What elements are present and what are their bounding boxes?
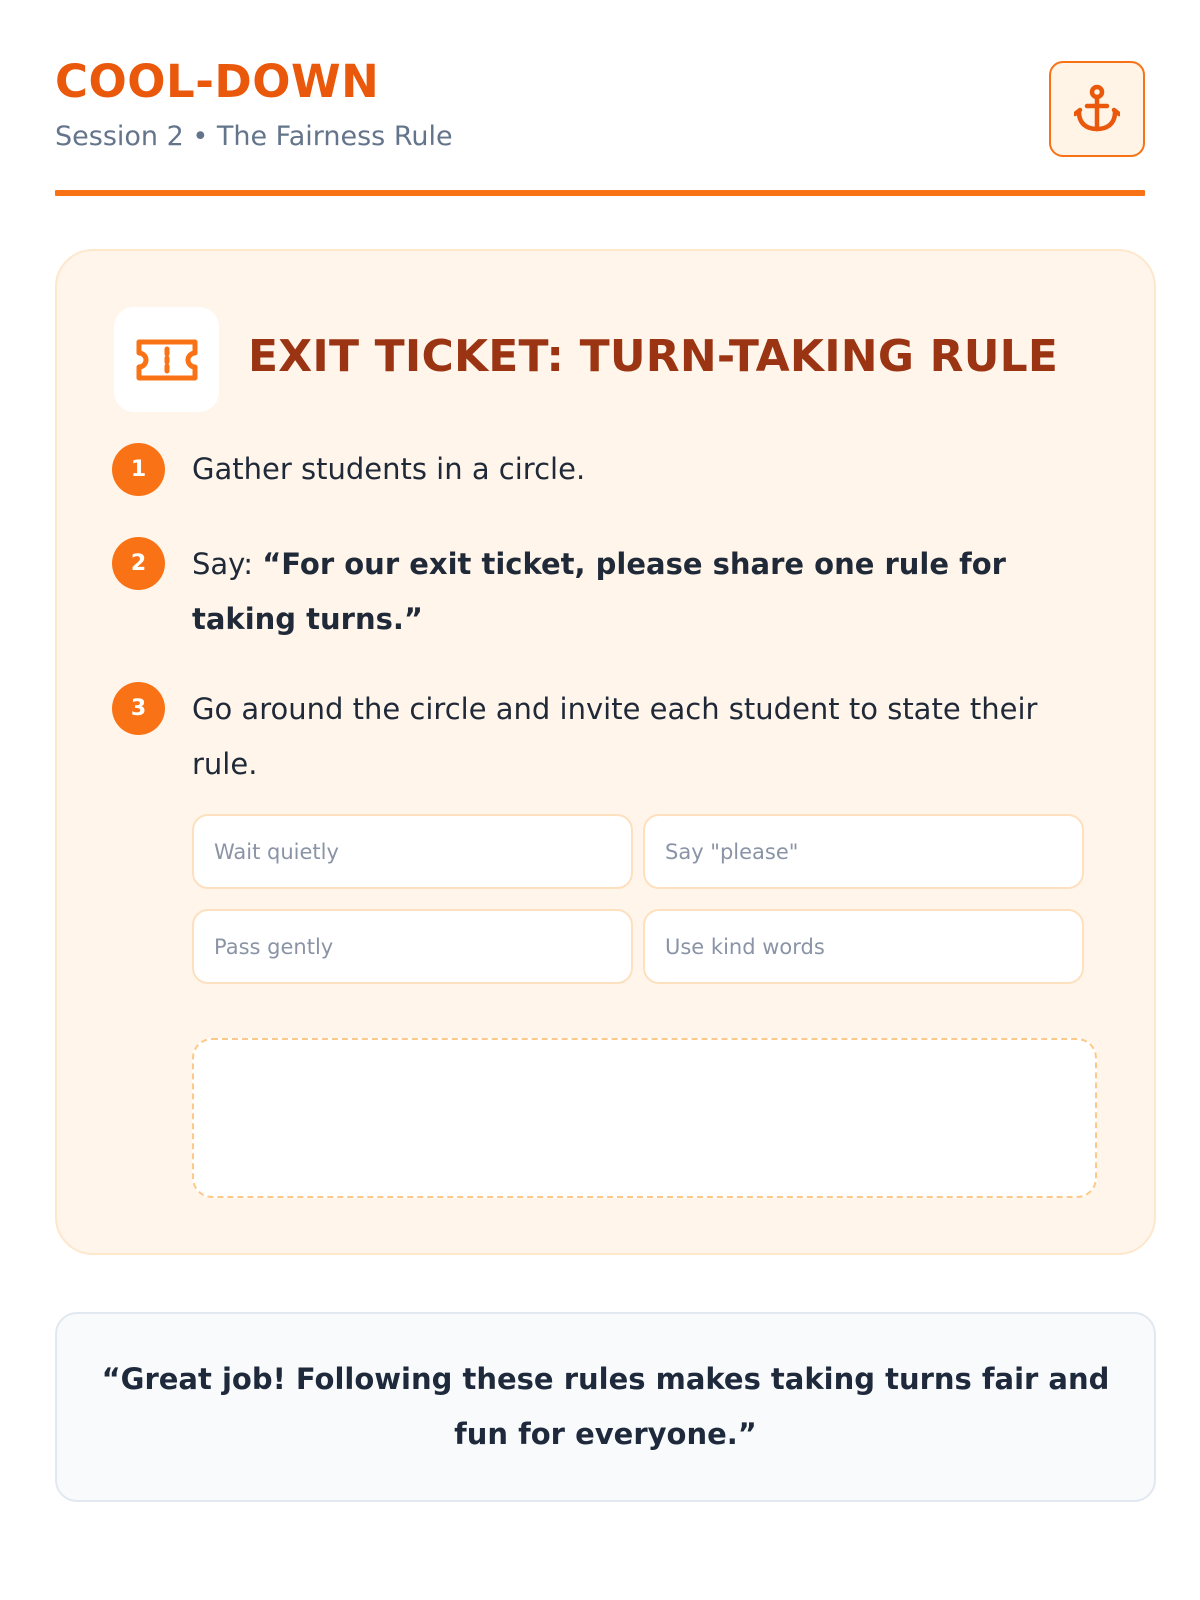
exit-ticket-prompt: “For our exit ticket, please share one rule for taking turns.” bbox=[192, 547, 1006, 636]
say-prefix: Say: bbox=[192, 547, 263, 581]
rule-chip-wait-quietly[interactable]: Wait quietly bbox=[192, 814, 633, 889]
card-title: EXIT TICKET: TURN-TAKING RULE bbox=[248, 331, 1059, 382]
rule-chip-pass-gently[interactable]: Pass gently bbox=[192, 909, 633, 984]
rule-chip-say-please[interactable]: Say "please" bbox=[643, 814, 1084, 889]
header-divider bbox=[55, 190, 1145, 196]
anchor-button[interactable] bbox=[1049, 61, 1145, 157]
ticket-icon bbox=[135, 338, 199, 382]
step-text-3: Go around the circle and invite each student to state their rule. bbox=[192, 692, 1038, 781]
rule-chip-use-kind-words[interactable]: Use kind words bbox=[643, 909, 1084, 984]
step-number-2: 2 bbox=[112, 537, 165, 590]
exit-ticket-card bbox=[55, 249, 1156, 1255]
anchor-icon bbox=[1074, 84, 1120, 134]
step-text-2 bbox=[192, 537, 1072, 647]
step-text-1: Gather students in a circle. bbox=[192, 452, 586, 486]
closing-quote: “Great job! Following these rules makes taking turns fair and fun for everyone.” bbox=[101, 1362, 1110, 1451]
page-title: COOL-DOWN bbox=[55, 55, 380, 108]
step-number-1: 1 bbox=[112, 443, 165, 496]
ticket-icon-box bbox=[114, 307, 219, 412]
session-subtitle: Session 2 • The Fairness Rule bbox=[55, 121, 453, 152]
step-number-3: 3 bbox=[112, 682, 165, 735]
closing-quote-card bbox=[55, 1312, 1156, 1502]
page-header bbox=[55, 0, 1145, 196]
student-rule-answer-area[interactable] bbox=[192, 1038, 1097, 1198]
